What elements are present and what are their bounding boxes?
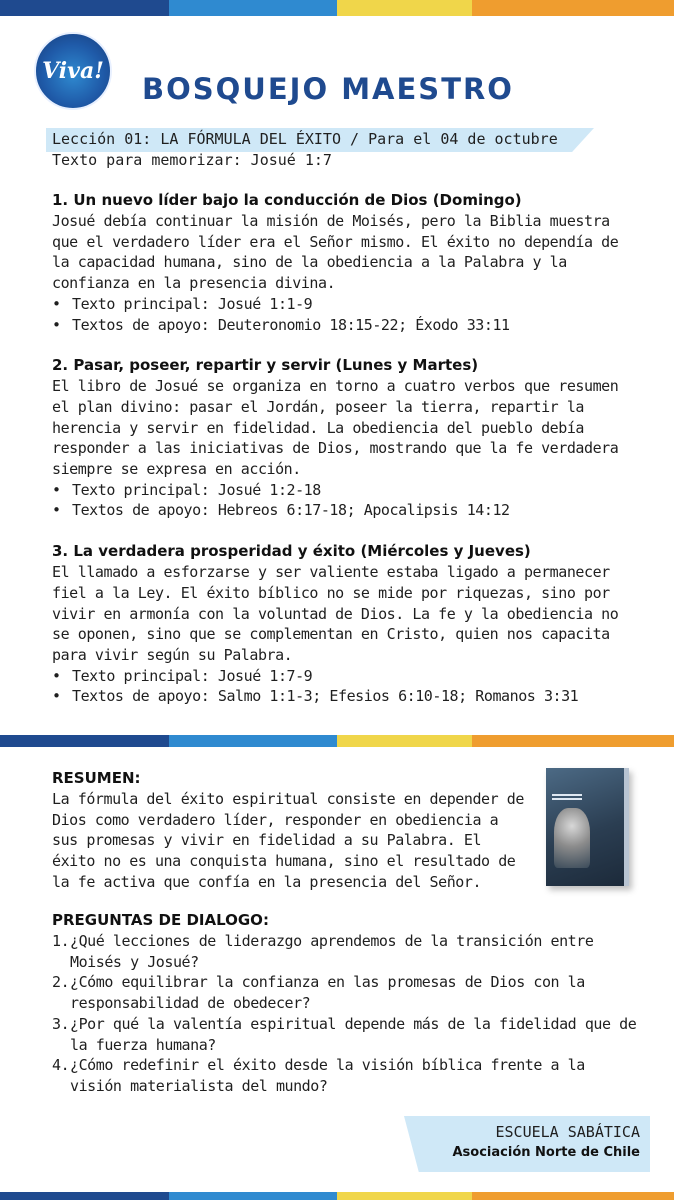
bullet-support-texts: • Textos de apoyo: Hebreos 6:17-18; Apocalipsis 14:12 [52,500,638,521]
top-color-stripe [0,0,674,16]
bullet-main-text: • Texto principal: Josué 1:7-9 [52,666,638,687]
bullet-support-texts: • Textos de apoyo: Deuteronomio 18:15-22; Éxodo 33:11 [52,315,638,336]
memory-verse: Texto para memorizar: Josué 1:7 [52,151,332,169]
bottom-color-stripe [0,1192,674,1200]
section-heading: 3. La verdadera prosperidad y éxito (Miércoles y Jueves) [52,542,531,561]
section-1 [52,190,638,335]
lesson-title: Lección 01: LA FÓRMULA DEL ÉXITO / Para el 04 de octubre [52,130,558,148]
viva-logo [34,32,112,110]
bullet-main-text: • Texto principal: Josué 1:1-9 [52,294,638,315]
question-item: 1. ¿Qué lecciones de liderazgo aprendemos de la transición entre Moisés y Josué? [52,932,594,971]
footer-school-name: ESCUELA SABÁTICA [495,1123,640,1141]
summary-body: La fórmula del éxito espiritual consiste en depender de Dios como verdadero líder, responder en obediencia a sus promesas y vivir en fidelidad a su Palabra. El éxito no es una conquista humana, sino el resultado de la fe activa que confía en la presencia del Señor. [52,790,524,891]
section-2 [52,355,638,521]
logo-text: Viva! [42,58,104,84]
section-heading: 1. Un nuevo líder bajo la conducción de Dios (Domingo) [52,191,522,209]
middle-color-stripe [0,735,674,747]
questions-block [52,910,642,1097]
section-body: El llamado a esforzarse y ser valiente estaba ligado a permanecer fiel a la Ley. El éxito bíblico no se mide por riquezas, sino por vivir en armonía con la voluntad de Dios. La fe y la obediencia no se oponen, sino que se complementan en Cristo, quien nos capacita para vivir según su Palabra. [52,563,619,664]
summary-heading: RESUMEN: [52,769,141,787]
questions-heading: PREGUNTAS DE DIALOGO: [52,911,269,929]
footer-association-name: Asociación Norte de Chile [452,1145,640,1160]
sections [52,190,638,727]
section-3 [52,541,638,707]
question-item: 4. ¿Cómo redefinir el éxito desde la visión bíblica frente a la visión materialista del mundo? [52,1056,585,1095]
section-body: Josué debía continuar la misión de Moisés, pero la Biblia muestra que el verdadero líder era el Señor mismo. El éxito no dependía de la capacidad humana, sino de la obediencia a la Palabra y la confianza en la presencia divina. [52,212,619,293]
section-heading: 2. Pasar, poseer, repartir y servir (Lunes y Martes) [52,356,479,375]
question-item: 2. ¿Cómo equilibrar la confianza en las promesas de Dios con la responsabilidad de obedecer? [52,973,585,1013]
page-title: BOSQUEJO MAESTRO [142,72,514,106]
bullet-support-texts: • Textos de apoyo: Salmo 1:1-3; Efesios 6:10-18; Romanos 3:31 [52,686,638,707]
section-body: El libro de Josué se organiza en torno a cuatro verbos que resumen el plan divino: pasar el Jordán, poseer la tierra, repartir la herencia y servir en fidelidad. La obediencia del pueblo debía responder a las iniciativas de Dios, mostrando que la fe verdadera siempre se expresa en acción. [52,377,619,479]
book-cover-image [546,768,629,886]
bullet-main-text: • Texto principal: Josué 1:2-18 [52,480,638,501]
summary-block [52,768,532,893]
question-item: 3. ¿Por qué la valentía espiritual depende más de la fidelidad que de la fuerza humana? [52,1014,637,1054]
